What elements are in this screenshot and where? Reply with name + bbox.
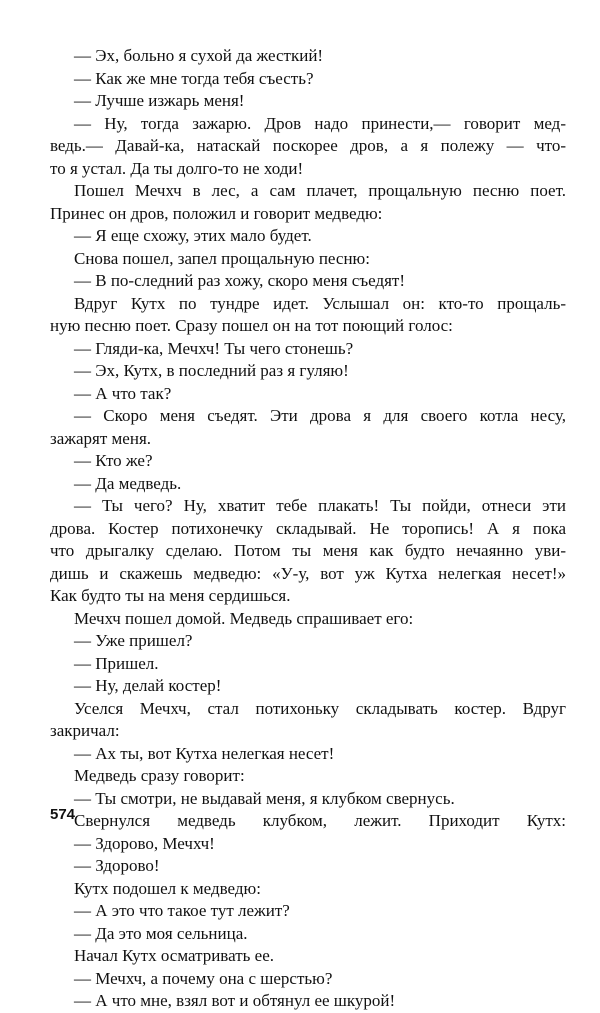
- text-line: — Да медведь.: [74, 473, 182, 493]
- text-line: Кутх подошел к медведю:: [74, 878, 261, 898]
- text-line: ную песню поет. Сразу пошел он на тот поющий голос:: [50, 316, 453, 335]
- text-line: Принес он дров, положил и говорит медведю:: [50, 203, 383, 223]
- text-line: зажарят меня.: [50, 428, 152, 448]
- text-line: — Как же мне тогда тебя съесть?: [74, 68, 314, 88]
- text-line: — Кто же?: [74, 451, 153, 470]
- text-line: — А что так?: [74, 383, 172, 403]
- text-line: дрова. Костер потихонечку складывай. Не торопись! А я пока: [50, 518, 566, 538]
- page-number: 574: [50, 806, 76, 823]
- text-line: — Ты смотри, не выдавай меня, я клубком свернусь.: [74, 788, 455, 808]
- text-line: Вдруг Кутх по тундре идет. Услышал он: кто-то прощаль-: [74, 293, 566, 313]
- text-line: закричал:: [50, 721, 120, 740]
- text-line: — Ты чего? Ну, хватит тебе плакать! Ты пойди, отнеси эти: [74, 496, 566, 515]
- text-line: ведь.— Давай-ка, натаскай поскорее дров, а я полежу — что-: [50, 136, 566, 155]
- text-line: — Гляди-ка, Мечхч! Ты чего стонешь?: [74, 338, 354, 358]
- book-page-text: [50, 45, 566, 1013]
- text-line: — А что мне, взял вот и обтянул ее шкурой!: [74, 991, 396, 1010]
- text-line: Мечхч пошел домой. Медведь спрашивает его:: [74, 608, 414, 628]
- text-line: — Пришел.: [74, 653, 159, 673]
- text-line: — Да это моя сельница.: [74, 923, 248, 943]
- text-line: Пошел Мечхч в лес, а сам плачет, прощальную песню поет.: [74, 181, 566, 200]
- text-line: — Ах ты, вот Кутха нелегкая несет!: [74, 743, 335, 763]
- text-line: — Я еще схожу, этих мало будет.: [74, 226, 312, 245]
- text-line: — Здорово, Мечхч!: [74, 833, 215, 853]
- text-line: — Скоро меня съедят. Эти дрова я для своего котла несу,: [74, 406, 566, 425]
- text-line: Свернулся медведь клубком, лежит. Приходит Кутх:: [74, 811, 566, 830]
- text-line: — В по-следний раз хожу, скоро меня съедят!: [74, 271, 406, 290]
- text-line: — Ну, тогда зажарю. Дров надо принести,— говорит мед-: [74, 113, 566, 133]
- text-line: Снова пошел, запел прощальную песню:: [74, 248, 370, 268]
- text-line: — Мечхч, а почему она с шерстью?: [74, 968, 333, 988]
- text-line: что дрыгалку сделаю. Потом ты меня как будто нечаянно уви-: [50, 541, 566, 560]
- text-line: — Лучше изжарь меня!: [74, 91, 245, 110]
- text-line: — Эх, больно я сухой да жесткий!: [74, 46, 324, 65]
- text-line: — Эх, Кутх, в последний раз я гуляю!: [74, 361, 349, 380]
- text-line: то я устал. Да ты долго-то не ходи!: [50, 158, 304, 178]
- text-line: дишь и скажешь медведю: «У-у, вот уж Кутха нелегкая несет!»: [50, 563, 566, 583]
- text-line: Начал Кутх осматривать ее.: [74, 946, 274, 965]
- text-line: Уселся Мечхч, стал потихоньку складывать костер. Вдруг: [74, 698, 566, 718]
- text-line: — Ну, делай костер!: [74, 676, 222, 695]
- text-line: — А это что такое тут лежит?: [74, 901, 290, 920]
- text-line: — Здорово!: [74, 856, 160, 875]
- text-line: Медведь сразу говорит:: [74, 766, 245, 785]
- text-line: — Уже пришел?: [74, 631, 193, 650]
- text-line: Как будто ты на меня сердишься.: [50, 586, 291, 605]
